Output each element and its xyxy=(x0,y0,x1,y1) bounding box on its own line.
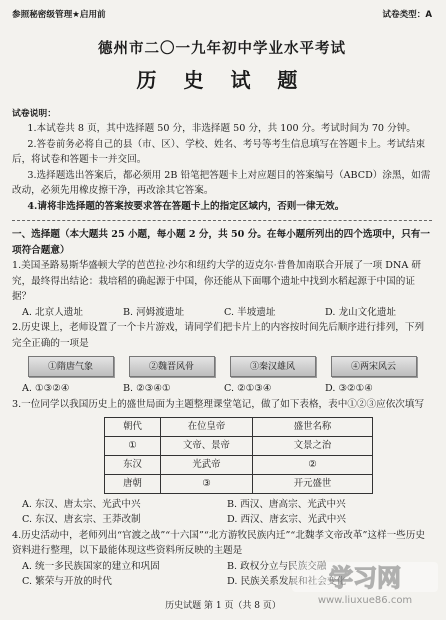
watermark-main-text: 学习网 xyxy=(329,564,401,592)
card: ④两宋风云 xyxy=(331,356,417,377)
options-row xyxy=(12,305,432,321)
options-row xyxy=(12,381,432,397)
table-header: 在位皇帝 xyxy=(161,417,253,436)
table-cell: 光武帝 xyxy=(161,455,253,474)
option-a: A. 北京人遗址 xyxy=(22,306,83,318)
card: ③秦汉雄风 xyxy=(230,356,316,377)
confidential-label: 参照秘密级管理★启用前 xyxy=(12,10,106,20)
table-header: 朝代 xyxy=(105,417,161,436)
option-d: D. ③②①④ xyxy=(325,383,373,395)
card: ①隋唐气象 xyxy=(28,356,114,377)
question-stem: 1.美国圣路易斯华盛顿大学的芭芭拉·沙尔和纽约大学的迈克尔·普鲁加南联合开展了一项 DNA 研究，最终得出结论：栽培稻的确起源于中国，你还能从下面哪个遗址中找到水稻起源于中国的证据？ xyxy=(12,260,421,303)
header-bar xyxy=(12,0,432,23)
table-row xyxy=(105,474,373,493)
question-stem: 3.一位同学以我国历史上的盛世局面为主题整理课堂笔记，做了如下表格，表中①②③应依次填写 xyxy=(12,399,425,411)
table-row xyxy=(105,455,373,474)
question-1 xyxy=(12,258,432,320)
instruction-item: 2.答卷前务必将自己的县（市、区）、学校、姓名、考号等考生信息填写在答题卡上。考试结束后，将试卷和答题卡一并交回。 xyxy=(12,138,426,166)
question-stem: 2.历史课上，老师设置了一个卡片游戏，请同学们把卡片上的内容按时间先后顺序进行排列，下列完全正确的一项是 xyxy=(12,322,425,349)
instruction-item: 3.选择题选出答案后，都必须用 2B 铅笔把答题卡上对应题目的答案编号（ABCD）涂黑，如需改动，必须先用橡皮擦干净，再改涂其它答案。 xyxy=(12,169,431,197)
option-b: B. 政权分立与民族交融 xyxy=(227,560,327,572)
option-c: C. 半坡遗址 xyxy=(224,306,276,318)
option-c: C. ②①③④ xyxy=(224,383,272,395)
option-d: D. 西汉、唐玄宗、光武中兴 xyxy=(227,514,346,526)
question-stem: 4.历史活动中，老师列出“官渡之战”“十六国”“北方游牧民族内迁”“北魏孝文帝改革”这样一些历史资料进行整理，以下最能体现这些资料所反映的主题是 xyxy=(12,529,425,557)
table-cell: 文景之治 xyxy=(253,436,373,455)
subject-title: 历 史 试 题 xyxy=(136,68,308,93)
instructions-label: 试卷说明： xyxy=(12,108,56,119)
paper-type-label: 试卷类型：A xyxy=(382,10,432,20)
table-cell: ② xyxy=(253,455,373,474)
option-a: A. ①③②④ xyxy=(22,383,70,395)
table-header-row xyxy=(105,417,373,436)
table-cell: ③ xyxy=(161,474,253,493)
table-cell: 文帝、景帝 xyxy=(161,436,253,455)
dynasty-table xyxy=(104,417,373,494)
table-cell: 东汉 xyxy=(105,455,161,474)
table-cell: ① xyxy=(105,436,161,455)
options-grid xyxy=(12,497,432,528)
section-title: 一、选择题（本大题共 25 小题，每小题 2 分，共 50 分。在每小题所列出的四个选项中，只有一项符合题意） xyxy=(12,229,430,256)
page-footer: 历史试题 第 1 页（共 8 页） xyxy=(165,601,281,612)
option-b: B. 西汉、唐高宗、光武中兴 xyxy=(227,498,346,510)
instructions-block xyxy=(12,107,432,214)
option-c: C. 繁荣与开放的时代 xyxy=(22,576,112,588)
option-d: D. 民族关系发展和社会变化 xyxy=(227,576,346,588)
option-c: C. 东汉、唐玄宗、王莽改制 xyxy=(22,514,141,526)
option-d: D. 龙山文化遗址 xyxy=(325,306,397,318)
card-row xyxy=(12,356,432,377)
table-header: 盛世名称 xyxy=(253,417,373,436)
table-cell: 开元盛世 xyxy=(253,474,373,493)
question-2 xyxy=(12,320,432,397)
instruction-item: 4.请将非选择题的答案按要求答在答题卡上的指定区域内，否则一律无效。 xyxy=(27,200,345,212)
option-b: B. 河姆渡遗址 xyxy=(123,306,185,318)
site-watermark-logo xyxy=(290,558,440,608)
exam-title: 德州市二〇一九年初中学业水平考试 xyxy=(98,39,346,57)
watermark-url-text: www.liuxue86.com xyxy=(317,595,413,606)
card: ②魏晋风骨 xyxy=(129,356,215,377)
option-b: B. ②③④① xyxy=(123,383,171,395)
option-a: A. 统一多民族国家的建立和巩固 xyxy=(22,560,160,572)
table-cell: 唐朝 xyxy=(105,474,161,493)
question-3 xyxy=(12,397,432,528)
option-a: A. 东汉、唐太宗、光武中兴 xyxy=(22,498,141,510)
table-row xyxy=(105,436,373,455)
divider xyxy=(12,220,432,221)
instruction-item: 1.本试卷共 8 页，其中选择题 50 分，非选择题 50 分，共 100 分。考试时间为 70 分钟。 xyxy=(27,123,416,135)
